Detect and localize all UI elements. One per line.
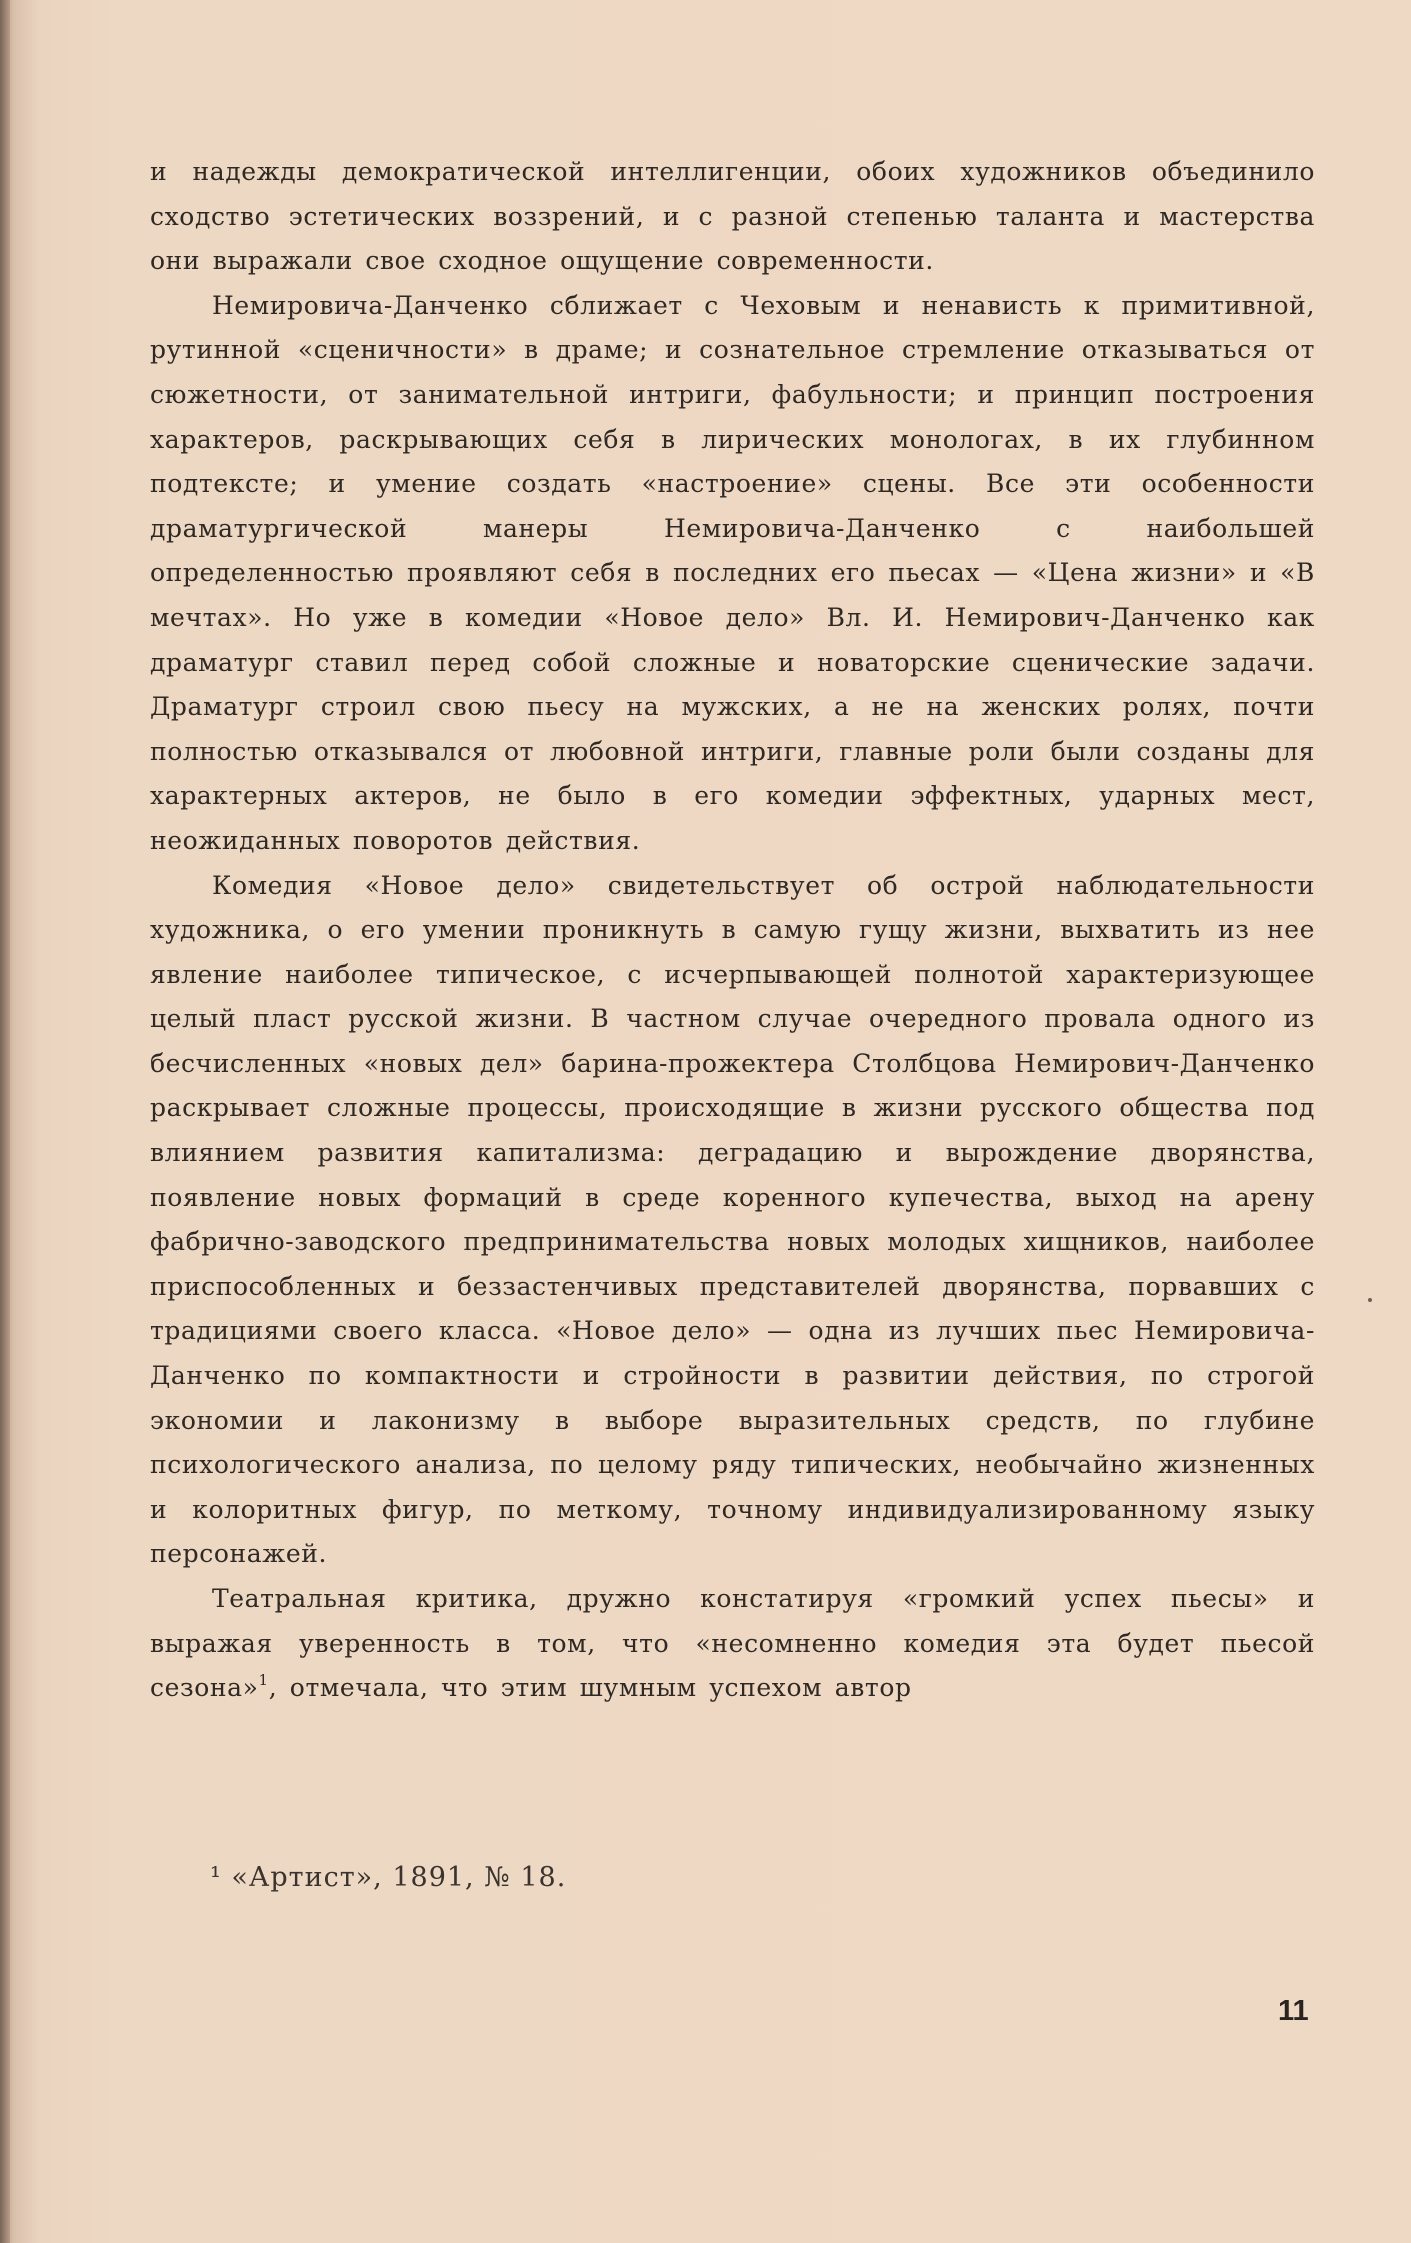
paragraph-2: Немировича-Данченко сближает с Чеховым и ненависть к примитивной, рутинной «сценичности» в драме; и сознательное стремление отказываться от сюжетности, от занимательной интриги, фабульности; и принцип построения характеров, раскрывающих себя в лирических монологах, в их глубинном подтексте; и умение создать «настроение» сцены. Все эти особенности драматургической манеры Немировича-Данченко с наибольшей определенностью проявляют себя в последних его пьесах — «Цена жизни» и «В мечтах». Но уже в комедии «Новое дело» Вл. И. Немирович-Данченко как драматург ставил перед собой сложные и новаторские сценические задачи. Драматург строил свою пьесу на мужских, а не на женских ролях, почти полностью отказывался от любовной интриги, главные роли были созданы для характерных актеров, не было в его комедии эффектных, ударных мест, неожиданных поворотов действия. xyxy=(150,290,1315,855)
paragraph-4-continuation: , отмечала, что этим шумным успехом автор xyxy=(268,1673,912,1703)
footnote: ¹ «Артист», 1891, № 18. xyxy=(210,1862,567,1893)
paragraph-3: Комедия «Новое дело» свидетельствует об острой наблюдательности художника, о его умении проникнуть в самую гущу жизни, выхватить из нее явление наиболее типическое, с исчерпывающей полнотой характеризующее целый пласт русской жизни. В частном случае очередного провала одного из бесчисленных «новых дел» барина-прожектера Столбцова Немирович-Данченко раскрывает сложные процессы, происходящие в жизни русского общества под влиянием развития капитализма: деградацию и вырождение дворянства, появление новых формаций в среде коренного купечества, выход на арену фабрично-заводского предпринимательства новых молодых хищников, наиболее приспособленных и беззастенчивых представителей дворянства, порвавших с традициями своего класса. «Новое дело» — одна из лучших пьес Немировича-Данченко по компактности и стройности в развитии действия, по строгой экономии и лаконизму в выборе выразительных средств, по глубине психологического анализа, по целому ряду типических, необычайно жизненных и колоритных фигур, по меткому, точному индивидуализированному языку персонажей. xyxy=(150,870,1315,1569)
page-number: 11 xyxy=(1278,1995,1309,2027)
page-spine-edge xyxy=(0,0,10,2243)
paragraph-4 xyxy=(150,1577,1315,1711)
footnote-reference: 1 xyxy=(258,1671,269,1690)
ink-speck xyxy=(1368,1298,1372,1302)
paragraph-4-text: Театральная критика, дружно констатируя «громкий успех пьесы» и выражая уверенность в том, что «несомненно комедия эта будет пьесой сезона» xyxy=(150,1584,1315,1703)
body-text xyxy=(150,150,1315,1711)
paragraph-1: и надежды демократической интеллигенции, обоих художников объединило сходство эстетических воззрений, и с разной степенью таланта и мастерства они выражали свое сходное ощущение современности. xyxy=(150,157,1315,276)
